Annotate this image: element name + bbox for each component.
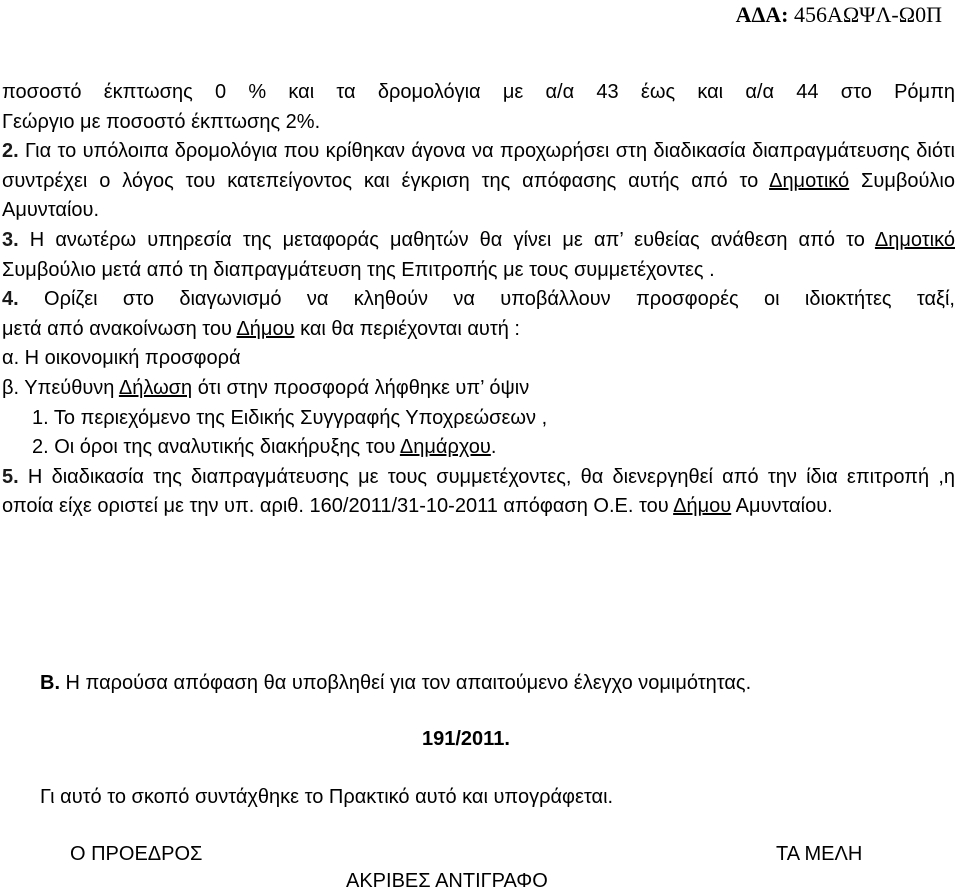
underlined-term: Δημοτικό xyxy=(874,228,955,251)
sub-item-1: 1. Το περιεχόμενο της Ειδικής Συγγραφής Υποχρεώσεων , xyxy=(32,406,548,429)
paragraph-2 xyxy=(2,137,955,226)
underlined-term: Δήμου xyxy=(236,317,295,340)
ada-header xyxy=(736,2,942,28)
closing-statement: Γι αυτό το σκοπό συντάχθηκε το Πρακτικό αυτό και υπογράφεται. xyxy=(40,786,614,808)
section-b xyxy=(40,672,751,695)
paragraph-number: 2. xyxy=(2,140,19,163)
underlined-term: Δήλωση xyxy=(118,376,193,399)
paragraph-text: Συμβούλιο μετά από τη διαπραγμάτευση της Επιτροπής με τους συμμετέχοντες . xyxy=(2,258,715,281)
paragraph-text: Η ανωτέρω υπηρεσία της μεταφοράς μαθητών θα γίνει με απ’ ευθείας ανάθεση από το xyxy=(18,228,875,251)
text-line: Γεώργιο με ποσοστό έκπτωσης 2%. xyxy=(2,110,321,133)
paragraph-3 xyxy=(2,226,955,285)
paragraph-5 xyxy=(2,463,955,522)
underlined-term: Δήμου xyxy=(673,495,732,518)
item-text: 2. Οι όροι της αναλυτικής διακήρυξης του xyxy=(32,436,400,459)
item-a: α. Η οικονομική προσφορά xyxy=(2,347,241,370)
section-b-text: Η παρούσα απόφαση θα υποβληθεί για τον απαιτούμενο έλεγχο νομιμότητας. xyxy=(60,672,752,694)
item-text: β. Υπεύθυνη xyxy=(2,376,119,399)
paragraph-number: 4. xyxy=(2,288,19,311)
item-text: . xyxy=(490,436,497,459)
text-line: ποσοστό έκπτωσης 0 % και τα δρομολόγια με α/α 43 έως και α/α 44 στο Ρόμπη xyxy=(2,81,955,103)
paragraph-number: 3. xyxy=(2,228,19,251)
paragraph-text: Για το υπόλοιπα δρομολόγια που κρίθηκαν άγονα να προχωρήσει στη διαδικασία διαπραγμάτευσης διότι συντρέχει ο λόγος του κατεπείγοντος και έγκριση της απόφασης αυτής από το xyxy=(2,140,955,192)
underlined-term: Δημοτικό xyxy=(769,169,850,192)
paragraph-text: Η διαδικασία της διαπραγμάτευσης με τους συμμετέχοντες, θα διενεργηθεί από την ίδια επιτροπή ,η οποία είχε οριστεί με την υπ. αριθ. 160/2011/31-10-2011 απόφαση Ο.Ε. του xyxy=(2,465,955,518)
decision-number: 191/2011. xyxy=(422,728,510,750)
paragraph-text: και θα περιέχονται αυτή : xyxy=(294,317,520,340)
sub-item-2 xyxy=(2,433,955,463)
section-b-label: Β. xyxy=(40,672,60,694)
paragraph-number: 5. xyxy=(2,465,19,488)
paragraph-4-line-2 xyxy=(2,315,955,345)
paragraph-text: Συμβούλιο Αμυνταίου. xyxy=(2,169,955,222)
president-signature-label: Ο ΠΡΟΕΔΡΟΣ xyxy=(70,843,203,865)
paragraph-text: Ορίζει στο διαγωνισμό να κληθούν να υποβάλλουν προσφορές οι ιδιοκτήτες ταξί, xyxy=(18,288,955,311)
paragraph-4-line-1 xyxy=(2,285,955,315)
ada-code: 456ΑΩΨΛ-Ω0Π xyxy=(794,2,942,27)
members-signature-label: ΤΑ ΜΕΛΗ xyxy=(776,843,863,865)
item-text: ότι στην προσφορά λήφθηκε υπ’ όψιν xyxy=(192,376,530,399)
document-body xyxy=(2,78,955,522)
paragraph-text: Αμυνταίου. xyxy=(731,495,833,518)
underlined-term: Δημάρχου xyxy=(399,436,491,459)
paragraph-text: μετά από ανακοίνωση του xyxy=(2,317,237,340)
certified-copy-label: ΑΚΡΙΒΕΣ ΑΝΤΙΓΡΑΦΟ xyxy=(346,870,548,892)
ada-label: ΑΔΑ: xyxy=(735,2,789,27)
item-b xyxy=(2,374,955,404)
